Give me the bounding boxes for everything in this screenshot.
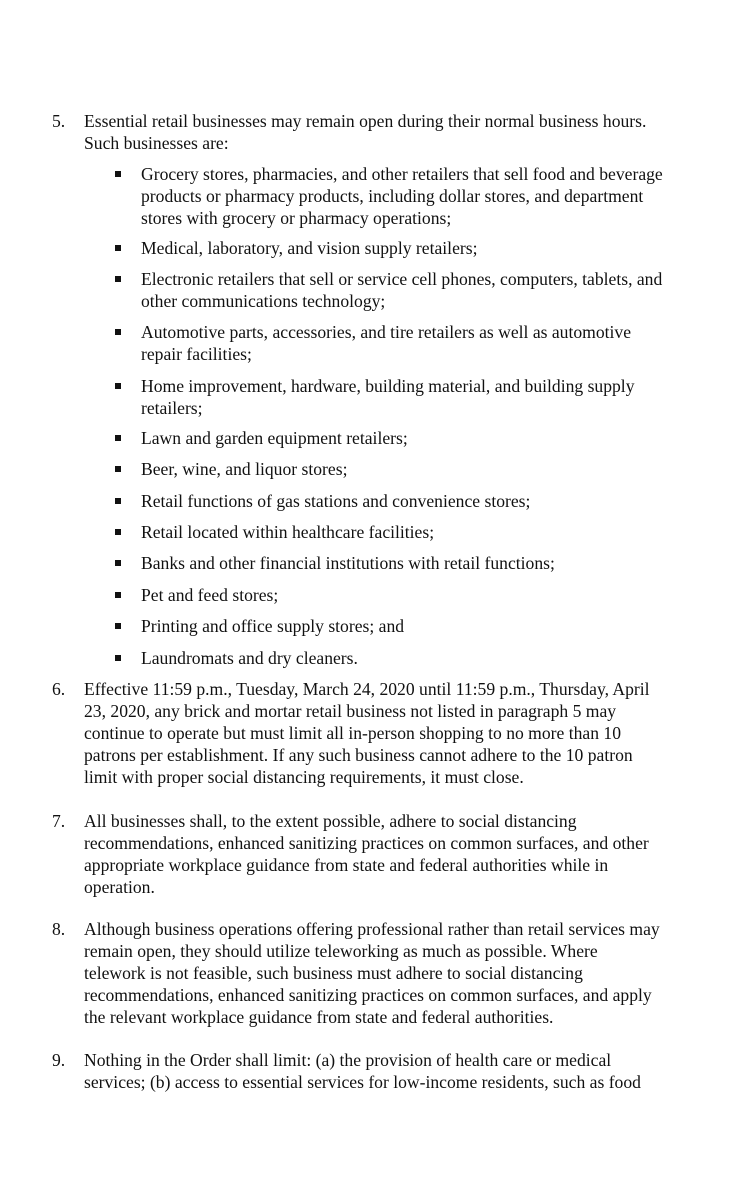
text-line: Beer, wine, and liquor stores;	[141, 459, 348, 479]
square-bullet-icon	[115, 655, 121, 661]
paragraph-text	[84, 810, 724, 898]
paragraph-number: 7.	[52, 811, 66, 831]
text-line: remain open, they should utilize teleworking as much as possible. Where	[84, 941, 598, 961]
text-line: stores with grocery or pharmacy operations;	[141, 208, 452, 228]
square-bullet-icon	[115, 466, 121, 472]
paragraph-text	[84, 1049, 724, 1093]
paragraph-text	[84, 918, 724, 1028]
paragraph-number: 9.	[52, 1050, 66, 1070]
text-line: Nothing in the Order shall limit: (a) the provision of health care or medical	[84, 1050, 612, 1070]
paragraph-number: 8.	[52, 919, 66, 939]
text-line: services; (b) access to essential services for low-income residents, such as food	[84, 1072, 641, 1092]
text-line: the relevant workplace guidance from state and federal authorities.	[84, 1007, 554, 1027]
text-line: Effective 11:59 p.m., Tuesday, March 24, 2020 until 11:59 p.m., Thursday, April	[84, 679, 650, 699]
paragraph-text	[84, 678, 724, 788]
text-line: Grocery stores, pharmacies, and other retailers that sell food and beverage	[141, 164, 663, 184]
text-line: Lawn and garden equipment retailers;	[141, 428, 408, 448]
text-line: 23, 2020, any brick and mortar retail business not listed in paragraph 5 may	[84, 701, 617, 721]
text-line: recommendations, enhanced sanitizing practices on common surfaces, and other	[84, 833, 649, 853]
square-bullet-icon	[115, 383, 121, 389]
text-line: Such businesses are:	[84, 133, 229, 153]
text-line: Retail located within healthcare facilities;	[141, 522, 435, 542]
paragraph-number: 6.	[52, 679, 66, 699]
text-line: recommendations, enhanced sanitizing practices on common surfaces, and apply	[84, 985, 652, 1005]
square-bullet-icon	[115, 623, 121, 629]
text-line: retailers;	[141, 398, 203, 418]
text-line: patrons per establishment. If any such business cannot adhere to the 10 patron	[84, 745, 633, 765]
text-line: Printing and office supply stores; and	[141, 616, 405, 636]
text-line: Home improvement, hardware, building material, and building supply	[141, 376, 635, 396]
text-line: appropriate workplace guidance from state and federal authorities while in	[84, 855, 609, 875]
text-line: Essential retail businesses may remain open during their normal business hours.	[84, 111, 647, 131]
text-line: operation.	[84, 877, 155, 897]
square-bullet-icon	[115, 529, 121, 535]
text-line: Electronic retailers that sell or service cell phones, computers, tablets, and	[141, 269, 663, 289]
text-line: Laundromats and dry cleaners.	[141, 648, 358, 668]
square-bullet-icon	[115, 435, 121, 441]
text-line: All businesses shall, to the extent possible, adhere to social distancing	[84, 811, 577, 831]
square-bullet-icon	[115, 560, 121, 566]
text-line: repair facilities;	[141, 344, 252, 364]
square-bullet-icon	[115, 171, 121, 177]
square-bullet-icon	[115, 276, 121, 282]
text-line: continue to operate but must limit all in-person shopping to no more than 10	[84, 723, 622, 743]
text-line: products or pharmacy products, including dollar stores, and department	[141, 186, 644, 206]
text-line: Retail functions of gas stations and convenience stores;	[141, 491, 531, 511]
text-line: other communications technology;	[141, 291, 386, 311]
square-bullet-icon	[115, 329, 121, 335]
text-line: Banks and other financial institutions with retail functions;	[141, 553, 555, 573]
square-bullet-icon	[115, 245, 121, 251]
text-line: telework is not feasible, such business must adhere to social distancing	[84, 963, 583, 983]
text-line: Although business operations offering professional rather than retail services may	[84, 919, 660, 939]
paragraph-text	[84, 110, 724, 154]
text-line: limit with proper social distancing requirements, it must close.	[84, 767, 524, 787]
square-bullet-icon	[115, 592, 121, 598]
text-line: Medical, laboratory, and vision supply retailers;	[141, 238, 478, 258]
square-bullet-icon	[115, 498, 121, 504]
paragraph-number: 5.	[52, 111, 66, 131]
text-line: Pet and feed stores;	[141, 585, 279, 605]
text-line: Automotive parts, accessories, and tire retailers as well as automotive	[141, 322, 632, 342]
